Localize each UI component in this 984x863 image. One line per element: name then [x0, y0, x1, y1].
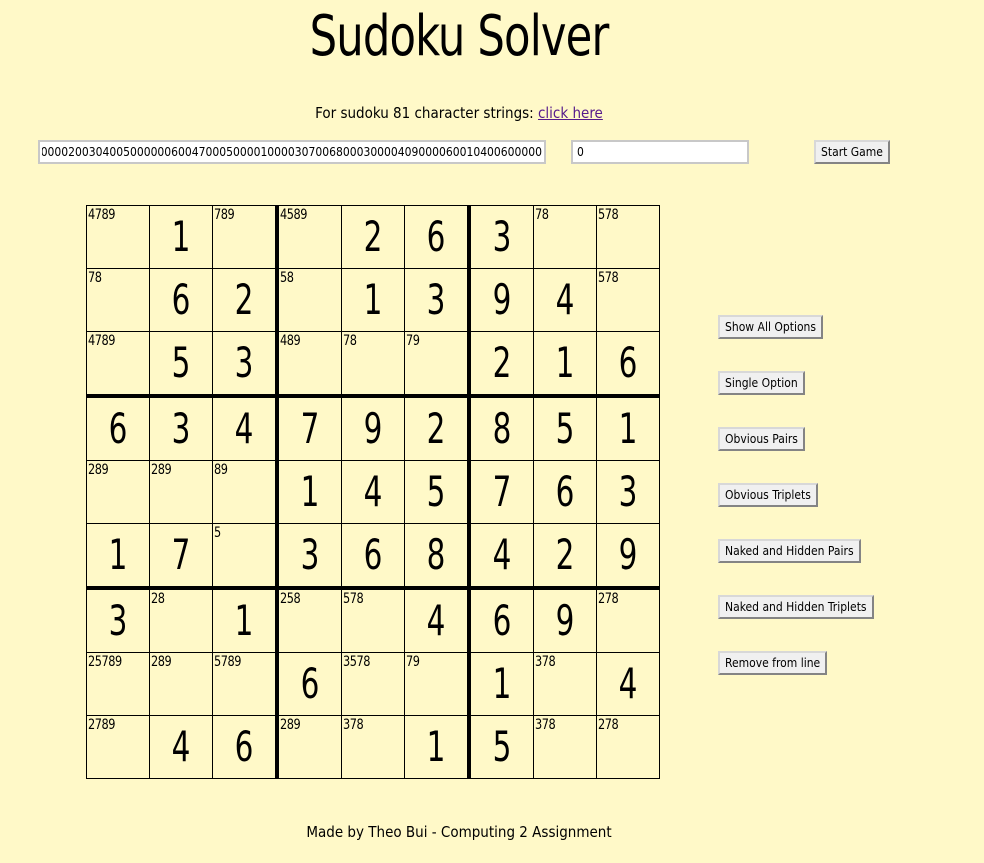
board-cell[interactable] [150, 461, 213, 524]
cell-candidates: 578 [343, 591, 364, 607]
cell-candidates: 378 [535, 717, 556, 733]
board-cell[interactable] [405, 269, 470, 332]
board-cell[interactable] [87, 716, 150, 779]
cell-value: 4 [492, 530, 512, 579]
cell-value: 9 [492, 275, 512, 324]
board-cell[interactable] [597, 461, 660, 524]
cell-value: 6 [108, 404, 128, 453]
board-cell[interactable] [405, 206, 470, 269]
cell-candidates: 89 [214, 462, 228, 478]
board-row [87, 524, 660, 589]
board-cell[interactable] [405, 653, 470, 716]
cell-value: 3 [300, 530, 320, 579]
board-cell[interactable] [213, 588, 278, 653]
board-cell[interactable] [213, 524, 278, 589]
cell-value: 6 [300, 659, 320, 708]
cell-value: 3 [171, 404, 191, 453]
cell-candidates: 578 [598, 207, 619, 223]
board-cell[interactable] [87, 269, 150, 332]
board-cell[interactable] [534, 269, 597, 332]
board-cell[interactable] [342, 269, 405, 332]
board-cell[interactable] [405, 716, 470, 779]
board-cell[interactable] [469, 716, 534, 779]
cell-candidates: 25789 [88, 654, 122, 670]
board-cell[interactable] [342, 653, 405, 716]
board-cell[interactable] [342, 588, 405, 653]
cell-value: 2 [234, 275, 254, 324]
board-cell[interactable] [405, 524, 470, 589]
board-cell[interactable] [150, 332, 213, 397]
cell-candidates: 278 [598, 717, 619, 733]
board-cell[interactable] [277, 206, 342, 269]
board-cell[interactable] [534, 716, 597, 779]
cell-value: 5 [426, 467, 446, 516]
board-cell[interactable] [213, 716, 278, 779]
cell-value: 4 [234, 404, 254, 453]
cell-value: 3 [618, 467, 638, 516]
board-cell[interactable] [597, 588, 660, 653]
board-cell[interactable] [150, 653, 213, 716]
cell-candidates: 58 [280, 270, 294, 286]
cell-candidates: 78 [88, 270, 102, 286]
cell-candidates: 2789 [88, 717, 116, 733]
board-cell[interactable] [213, 269, 278, 332]
cell-value: 4 [171, 722, 191, 771]
board-cell[interactable] [277, 396, 342, 461]
board-cell[interactable] [87, 206, 150, 269]
board-cell[interactable] [277, 524, 342, 589]
board-cell[interactable] [469, 396, 534, 461]
board-cell[interactable] [469, 332, 534, 397]
board-cell[interactable] [150, 716, 213, 779]
cell-value: 6 [363, 530, 383, 579]
board-cell[interactable] [469, 653, 534, 716]
number-input[interactable] [571, 140, 749, 164]
board-cell[interactable] [87, 332, 150, 397]
board-cell[interactable] [534, 332, 597, 397]
cell-candidates: 3578 [343, 654, 371, 670]
cell-candidates: 378 [343, 717, 364, 733]
board-cell[interactable] [534, 588, 597, 653]
cell-candidates: 28 [151, 591, 165, 607]
cell-value: 2 [492, 338, 512, 387]
cell-value: 4 [555, 275, 575, 324]
cell-value: 3 [234, 338, 254, 387]
cell-candidates: 289 [151, 654, 172, 670]
cell-candidates: 79 [406, 654, 420, 670]
cell-value: 1 [555, 338, 575, 387]
board-cell[interactable] [213, 332, 278, 397]
cell-value: 2 [363, 212, 383, 261]
board-row [87, 653, 660, 716]
single-option-button[interactable]: Single Option [718, 371, 805, 395]
board-cell[interactable] [150, 588, 213, 653]
board-cell[interactable] [405, 396, 470, 461]
cell-candidates: 4589 [280, 207, 308, 223]
subtitle-text: For sudoku 81 character strings: [315, 104, 539, 122]
cell-candidates: 289 [88, 462, 109, 478]
board-cell[interactable] [405, 461, 470, 524]
cell-value: 7 [171, 530, 191, 579]
board-cell[interactable] [342, 206, 405, 269]
cell-candidates: 4789 [88, 207, 116, 223]
cell-value: 1 [171, 212, 191, 261]
board-cell[interactable] [597, 206, 660, 269]
cell-value: 9 [618, 530, 638, 579]
cell-candidates: 289 [280, 717, 301, 733]
cell-value: 2 [426, 404, 446, 453]
cell-candidates: 79 [406, 333, 420, 349]
board-cell[interactable] [342, 332, 405, 397]
subtitle [0, 104, 918, 122]
board-cell[interactable] [277, 332, 342, 397]
board-cell[interactable] [342, 396, 405, 461]
board-cell[interactable] [87, 653, 150, 716]
cell-value: 3 [426, 275, 446, 324]
cell-value: 5 [492, 722, 512, 771]
board-cell[interactable] [534, 524, 597, 589]
board-cell[interactable] [277, 716, 342, 779]
cell-value: 4 [363, 467, 383, 516]
board-cell[interactable] [469, 524, 534, 589]
cell-value: 1 [300, 467, 320, 516]
board-cell[interactable] [213, 653, 278, 716]
cell-value: 1 [108, 530, 128, 579]
cell-value: 2 [555, 530, 575, 579]
board-cell[interactable] [150, 269, 213, 332]
board-row [87, 588, 660, 653]
puzzle-string-input[interactable] [38, 140, 546, 164]
board-cell[interactable] [277, 461, 342, 524]
cell-value: 6 [171, 275, 191, 324]
board-cell[interactable] [87, 396, 150, 461]
cell-candidates: 578 [598, 270, 619, 286]
board-cell[interactable] [150, 206, 213, 269]
cell-candidates: 289 [151, 462, 172, 478]
cell-value: 6 [555, 467, 575, 516]
cell-value: 4 [618, 659, 638, 708]
board-cell[interactable] [87, 588, 150, 653]
cell-candidates: 5789 [214, 654, 242, 670]
cell-candidates: 278 [598, 591, 619, 607]
cell-candidates: 258 [280, 591, 301, 607]
cell-value: 1 [363, 275, 383, 324]
cell-value: 6 [618, 338, 638, 387]
board-cell[interactable] [342, 461, 405, 524]
cell-candidates: 4789 [88, 333, 116, 349]
board-cell[interactable] [597, 653, 660, 716]
board-cell[interactable] [534, 396, 597, 461]
cell-value: 6 [492, 596, 512, 645]
cell-value: 5 [555, 404, 575, 453]
cell-value: 4 [426, 596, 446, 645]
start-game-button[interactable]: Start Game [814, 140, 890, 164]
cell-value: 3 [492, 212, 512, 261]
board-row [87, 461, 660, 524]
board-cell[interactable] [534, 653, 597, 716]
board-cell[interactable] [469, 588, 534, 653]
board-cell[interactable] [597, 269, 660, 332]
naked-hidden-pairs-button[interactable]: Naked and Hidden Pairs [718, 539, 861, 563]
board-cell[interactable] [277, 269, 342, 332]
board-cell[interactable] [213, 206, 278, 269]
cell-value: 5 [171, 338, 191, 387]
board-cell[interactable] [597, 396, 660, 461]
cell-value: 1 [234, 596, 254, 645]
cell-value: 1 [492, 659, 512, 708]
board-cell[interactable] [469, 461, 534, 524]
board-cell[interactable] [405, 332, 470, 397]
board-cell[interactable] [469, 206, 534, 269]
board-cell[interactable] [342, 524, 405, 589]
board-row [87, 269, 660, 332]
board-cell[interactable] [342, 716, 405, 779]
board-cell[interactable] [87, 524, 150, 589]
board-cell[interactable] [469, 269, 534, 332]
board-cell[interactable] [150, 524, 213, 589]
cell-value: 7 [492, 467, 512, 516]
naked-hidden-triplets-button[interactable]: Naked and Hidden Triplets [718, 595, 874, 619]
cell-candidates: 489 [280, 333, 301, 349]
cell-value: 6 [234, 722, 254, 771]
cell-candidates: 378 [535, 654, 556, 670]
show-all-options-button[interactable]: Show All Options [718, 315, 823, 339]
obvious-triplets-button[interactable]: Obvious Triplets [718, 483, 818, 507]
cell-candidates: 5 [214, 525, 221, 541]
cell-value: 6 [426, 212, 446, 261]
footer-credit: Made by Theo Bui - Computing 2 Assignment [306, 823, 612, 841]
cell-value: 3 [108, 596, 128, 645]
board-cell[interactable] [534, 461, 597, 524]
board-cell[interactable] [213, 461, 278, 524]
cell-candidates: 78 [535, 207, 549, 223]
remove-from-line-button[interactable]: Remove from line [718, 651, 827, 675]
board-cell[interactable] [405, 588, 470, 653]
cell-value: 7 [300, 404, 320, 453]
board-row [87, 396, 660, 461]
board-row [87, 206, 660, 269]
board-cell[interactable] [597, 524, 660, 589]
cell-value: 1 [618, 404, 638, 453]
board-cell[interactable] [213, 396, 278, 461]
board-cell[interactable] [597, 716, 660, 779]
board-row [87, 332, 660, 397]
sudoku-board [86, 205, 660, 779]
board-cell[interactable] [87, 461, 150, 524]
board-cell[interactable] [597, 332, 660, 397]
board-cell[interactable] [277, 653, 342, 716]
board-row [87, 716, 660, 779]
obvious-pairs-button[interactable]: Obvious Pairs [718, 427, 805, 451]
cell-value: 8 [492, 404, 512, 453]
cell-candidates: 78 [343, 333, 357, 349]
board-cell[interactable] [534, 206, 597, 269]
board-cell[interactable] [150, 396, 213, 461]
page-title: Sudoku Solver [309, 4, 609, 69]
click-here-link[interactable]: click here [538, 104, 603, 122]
cell-value: 8 [426, 530, 446, 579]
cell-candidates: 789 [214, 207, 235, 223]
cell-value: 9 [363, 404, 383, 453]
cell-value: 1 [426, 722, 446, 771]
board-cell[interactable] [277, 588, 342, 653]
cell-value: 9 [555, 596, 575, 645]
